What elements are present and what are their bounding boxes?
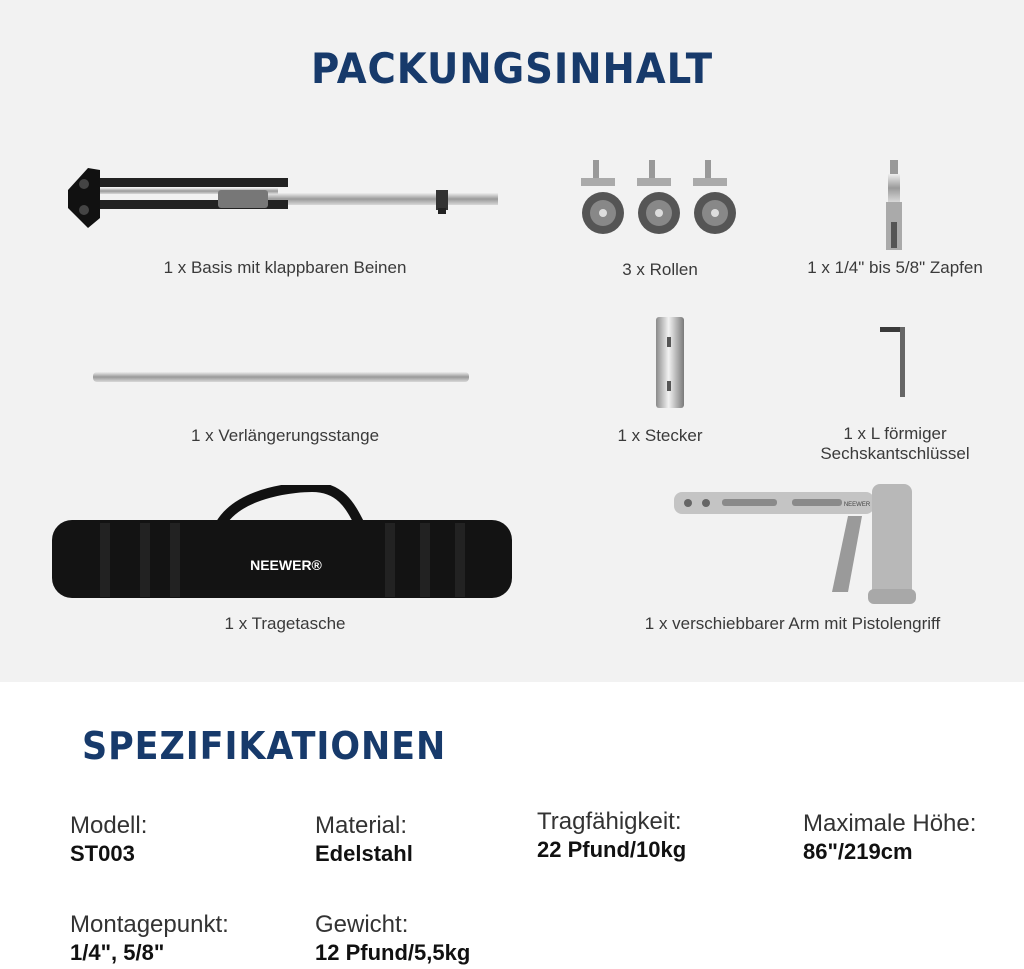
spigot-image <box>882 160 906 252</box>
specifications-title: SPEZIFIKATIONEN <box>82 724 447 768</box>
spec-mount-point: Montagepunkt: 1/4", 5/8" <box>70 911 229 965</box>
spec-material: Material: Edelstahl <box>315 812 413 866</box>
casters-image <box>575 158 755 240</box>
extension-pole-caption: 1 x Verlängerungsstange <box>190 426 380 445</box>
base-caption: 1 x Basis mit klappbaren Beinen <box>163 258 407 277</box>
connector-caption: 1 x Stecker <box>617 426 703 445</box>
arm-brand-logo: NEEWER <box>843 502 871 508</box>
spigot-caption: 1 x 1/4" bis 5/8" Zapfen <box>807 258 983 277</box>
base-folding-legs-image <box>58 160 503 235</box>
sliding-arm-caption: 1 x verschiebbarer Arm mit Pistolengriff <box>644 614 941 633</box>
package-contents-title: PACKUNGSINHALT <box>311 44 713 93</box>
connector-image <box>655 315 685 410</box>
hex-key-caption: 1 x L förmiger Sechskantschlüssel <box>820 424 970 463</box>
hex-key-image <box>878 322 910 400</box>
carry-bag-image <box>50 485 515 600</box>
casters-caption: 3 x Rollen <box>622 260 698 279</box>
bag-brand-logo: NEEWER® <box>250 557 322 573</box>
sliding-arm-image <box>672 484 924 606</box>
spec-load-capacity: Tragfähigkeit: 22 Pfund/10kg <box>537 808 687 862</box>
spec-model: Modell: ST003 <box>70 812 148 866</box>
spec-weight: Gewicht: 12 Pfund/5,5kg <box>315 911 471 965</box>
spec-max-height: Maximale Höhe: 86"/219cm <box>803 810 977 864</box>
extension-pole-image <box>93 369 469 385</box>
carry-bag-caption: 1 x Tragetasche <box>224 614 346 633</box>
